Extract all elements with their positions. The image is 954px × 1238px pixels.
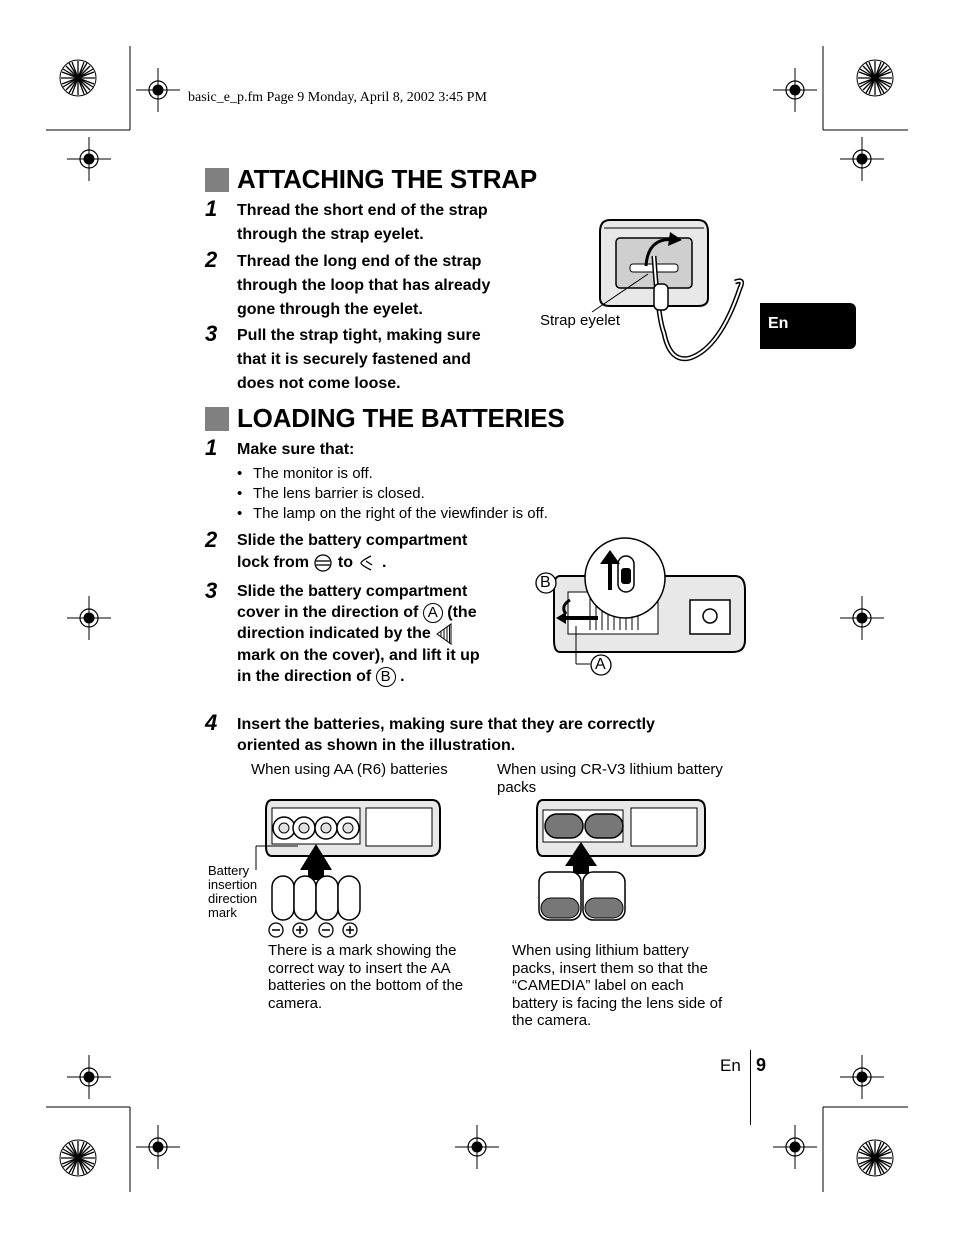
text-line: mark: [208, 905, 237, 920]
text-line: packs: [497, 778, 537, 796]
batteries-step-3: [237, 581, 480, 687]
step-number: 2: [205, 527, 218, 552]
text-fragment: cover in the direction of: [237, 604, 419, 621]
text-fragment: in the direction of: [237, 668, 372, 685]
file-info-header: basic_e_p.fm Page 9 Monday, April 8, 2002 3:45 PM: [188, 90, 487, 105]
text-line: Slide the battery compartment: [237, 583, 468, 600]
text-line: direction: [208, 891, 258, 906]
text-line: battery is facing the lens side of: [512, 994, 723, 1012]
text-line: that it is securely fastened and: [237, 351, 471, 368]
text-line: insertion: [208, 877, 258, 892]
step-number: 2: [205, 247, 218, 272]
strap-step-1: [237, 199, 488, 247]
text-line: Thread the short end of the strap: [237, 202, 488, 219]
text-line: through the loop that has already: [237, 277, 491, 294]
reg-mark: [773, 1125, 817, 1169]
battery-cover-illustration: [530, 540, 750, 680]
reg-mark: [840, 596, 884, 640]
direction-b-icon: B: [376, 667, 396, 687]
text-line: oriented as shown in the illustration.: [237, 737, 516, 754]
strap-step-2: [237, 250, 490, 322]
star-target-mark: [60, 60, 96, 96]
reg-mark: [136, 68, 180, 112]
figure-label-a: A: [595, 656, 606, 673]
reg-mark: [840, 1055, 884, 1099]
reg-mark: [455, 1125, 499, 1169]
aa-batteries-heading: When using AA (R6) batteries: [251, 761, 448, 778]
text-line: [237, 623, 480, 645]
batteries-step-2: [237, 530, 467, 574]
language-tab: En: [760, 303, 856, 349]
footer-language: En: [720, 1056, 741, 1075]
text-line: Pull the strap tight, making sure: [237, 327, 481, 344]
text-fragment: to: [337, 554, 354, 571]
star-target-mark: [857, 1140, 893, 1176]
reg-mark: [840, 137, 884, 181]
strap-eyelet-label: Strap eyelet: [540, 312, 621, 329]
reg-mark: [136, 1125, 180, 1169]
batteries-step-4: [237, 714, 655, 756]
text-line: packs, insert them so that the: [512, 959, 708, 977]
text-fragment: .: [381, 554, 387, 571]
step-number: 1: [205, 435, 218, 460]
batteries-step-1: Make sure that:: [237, 441, 355, 458]
step-number: 4: [205, 710, 218, 735]
text-line: camera.: [268, 994, 323, 1012]
figure-label-b: B: [540, 574, 551, 591]
text-line: through the strap eyelet.: [237, 226, 424, 243]
reg-mark: [773, 68, 817, 112]
text-fragment: .: [400, 668, 405, 685]
reg-mark: [67, 596, 111, 640]
text-line: [237, 552, 467, 574]
section-marker: [205, 407, 229, 431]
crv3-caption: [512, 942, 722, 1030]
strap-step-3: [237, 324, 481, 396]
aa-batteries-illustration: [262, 790, 452, 950]
list-item: • The lens barrier is closed.: [237, 485, 425, 502]
text-line: does not come loose.: [237, 375, 401, 392]
reg-mark: [67, 1055, 111, 1099]
page-number: 9: [756, 1055, 767, 1075]
text-line: When using CR-V3 lithium battery: [497, 761, 723, 778]
batteries-section-title: LOADING THE BATTERIES: [237, 403, 565, 433]
strap-section-title: ATTACHING THE STRAP: [237, 164, 537, 194]
list-item-text: The monitor is off.: [253, 465, 373, 482]
text-line: [237, 666, 480, 687]
aa-caption: [268, 942, 463, 1012]
text-fragment: direction indicated by the: [237, 625, 431, 643]
crv3-batteries-illustration: [533, 790, 723, 930]
footer-divider: [750, 1050, 751, 1125]
strap-illustration: [590, 208, 750, 368]
list-item: • The lamp on the right of the viewfinder is off.: [237, 505, 548, 522]
text-line: When using lithium battery: [512, 942, 689, 959]
step-number: 3: [205, 578, 218, 603]
list-item-text: The lamp on the right of the viewfinder is off.: [253, 505, 548, 522]
text-line: batteries on the bottom of the: [268, 977, 464, 994]
text-line: the camera.: [512, 1012, 592, 1029]
list-item: • The monitor is off.: [237, 465, 373, 482]
battery-insertion-mark-label: [208, 864, 257, 920]
lock-open-icon: [357, 553, 377, 573]
text-line: Thread the long end of the strap: [237, 253, 482, 270]
reg-mark: [67, 137, 111, 181]
lock-closed-icon: [313, 553, 333, 573]
step-number: 1: [205, 196, 218, 221]
text-line: [237, 602, 480, 623]
star-target-mark: [60, 1140, 96, 1176]
text-line: mark on the cover), and lift it up: [237, 647, 480, 664]
text-line: There is a mark showing the: [268, 942, 457, 959]
star-target-mark: [857, 60, 893, 96]
cover-slide-mark-icon: [435, 623, 453, 645]
text-fragment: lock from: [237, 554, 310, 571]
list-item-text: The lens barrier is closed.: [253, 485, 425, 502]
text-line: Battery: [208, 863, 250, 878]
text-line: Slide the battery compartment: [237, 532, 468, 549]
section-marker: [205, 168, 229, 192]
text-line: Insert the batteries, making sure that they are correctly: [237, 716, 655, 733]
text-line: “CAMEDIA” label on each: [512, 977, 684, 994]
direction-a-icon: A: [423, 603, 443, 623]
text-line: correct way to insert the AA: [268, 959, 451, 977]
text-line: gone through the eyelet.: [237, 301, 423, 318]
step-number: 3: [205, 321, 218, 346]
text-fragment: (the: [447, 604, 477, 621]
checklist: [237, 464, 548, 524]
